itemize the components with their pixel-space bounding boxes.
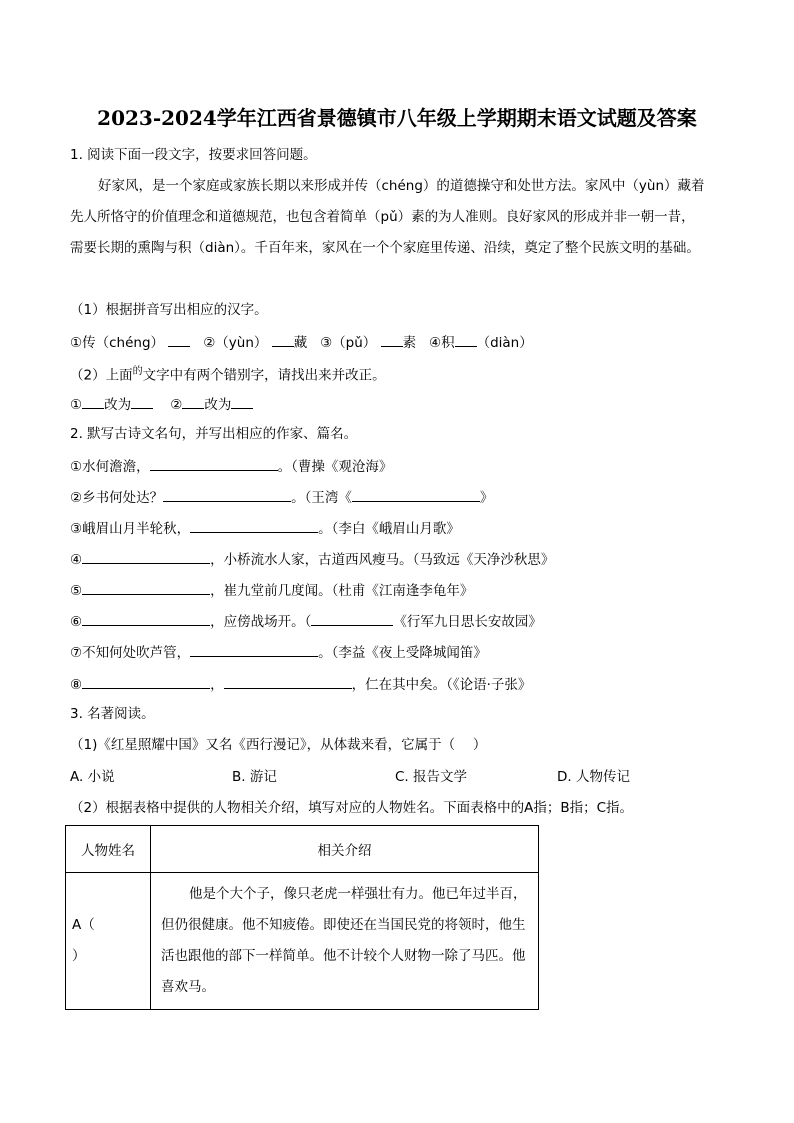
text: 。（曹操《观沧海》 <box>277 459 393 475</box>
q1-stem: 1. 阅读下面一段文字，按要求回答问题。 <box>70 147 317 163</box>
intro-cell: 他是个大个子，像只老虎一样强壮有力。他已年过半百，但仍很健康。他不知疲倦。即使还在当国民党的将领时，他生活也跟他的部下一样简单。他不计较个人财物一除了马匹。他喜欢马。 <box>151 873 539 1010</box>
q3-stem: 3. 名著阅读。 <box>70 706 155 722</box>
text: ⑧ <box>70 677 83 693</box>
text: ③峨眉山月半轮秋， <box>70 521 191 537</box>
q1-paragraph-line: 需要长期的熏陶与积（diàn）。千百年来，家风在一个个家庭里传递、沿续，奠定了整个民族文明的基础。 <box>70 240 700 256</box>
answer-blank[interactable] <box>82 611 210 626</box>
q1-sub1-items <box>70 332 533 352</box>
q2-item <box>70 642 487 662</box>
text: ⑤ <box>70 583 83 599</box>
text: ，小桥流水人家，古道西风瘦马。（马致远《天净沙秋思》 <box>210 552 555 568</box>
answer-blank[interactable] <box>190 642 318 657</box>
answer-blank[interactable] <box>190 518 318 533</box>
text: ④ <box>70 552 83 568</box>
text: ① <box>70 397 83 413</box>
q2-item <box>70 456 392 476</box>
text: ② <box>170 397 183 413</box>
text: ⑦不知何处吹芦管， <box>70 645 191 661</box>
text: 《行军九日思长安故园》 <box>393 614 542 630</box>
text: 文字中有两个错别字，请找出来并改正。 <box>142 367 386 384</box>
item-text: ①传（chéng） <box>70 335 165 351</box>
q1-paragraph-line: 先人所恪守的价值理念和道德规范，也包含着简单（pǔ）素的为人准则。良好家风的形成并非一朝一昔， <box>70 209 695 225</box>
name-cell[interactable] <box>66 873 151 1010</box>
option-c[interactable]: C. 报告文学 <box>395 769 468 785</box>
text: ，崔九堂前几度闻。（杜甫《江南逢李龟年》 <box>210 583 474 599</box>
text: A（ <box>72 917 95 933</box>
text: 。（王湾《 <box>291 490 352 506</box>
q2-stem: 2. 默写古诗文名句，并写出相应的作家、篇名。 <box>70 426 358 442</box>
item-text: 藏 <box>293 335 308 351</box>
text: ②乡书何处达？ <box>70 490 164 506</box>
answer-blank[interactable] <box>182 394 204 409</box>
text: ⑥ <box>70 614 83 630</box>
answer-blank[interactable] <box>311 611 393 626</box>
answer-blank[interactable] <box>150 456 278 471</box>
text: 。（李白《峨眉山月歌》 <box>318 521 460 537</box>
item-text: ③（pǔ） <box>320 335 377 351</box>
text: 》 <box>479 490 494 506</box>
answer-blank[interactable] <box>455 332 477 347</box>
answer-blank[interactable] <box>82 674 210 689</box>
answer-blank[interactable] <box>231 394 253 409</box>
q1-sub1: （1）根据拼音写出相应的汉字。 <box>70 302 268 318</box>
table-row <box>66 873 539 1010</box>
q1-sub2 <box>70 363 386 385</box>
answer-blank[interactable] <box>352 487 480 502</box>
q3-sub1: （1)《红星照耀中国》又名《西行漫记》，从体裁来看，它属于（ ） <box>70 737 487 753</box>
header-name: 人物姓名 <box>66 826 151 873</box>
q2-item <box>70 580 473 600</box>
character-table <box>65 825 539 1010</box>
text: （2）上面 <box>70 367 133 384</box>
text: ， <box>210 677 224 693</box>
item-text: ②（yùn） <box>203 335 268 351</box>
answer-blank[interactable] <box>168 332 190 347</box>
answer-blank[interactable] <box>82 580 210 595</box>
text: ①水何澹澹， <box>70 459 150 475</box>
document-title: 2023-2024学年江西省景德镇市八年级上学期期末语文试题及答案 <box>97 106 697 130</box>
answer-blank[interactable] <box>82 394 104 409</box>
item-text: （diàn） <box>476 335 533 351</box>
answer-blank[interactable] <box>131 394 153 409</box>
q2-item <box>70 549 554 569</box>
answer-blank[interactable] <box>82 549 210 564</box>
text: ，应傍战场开。（ <box>210 614 312 630</box>
option-b[interactable]: B. 游记 <box>232 769 277 785</box>
answer-blank[interactable] <box>272 332 294 347</box>
q2-item <box>70 611 542 631</box>
q2-item <box>70 487 493 507</box>
q2-item <box>70 518 460 538</box>
q2-item <box>70 674 531 694</box>
answer-blank[interactable] <box>224 674 352 689</box>
answer-blank[interactable] <box>163 487 291 502</box>
text: 改为 <box>204 397 232 413</box>
q3-sub2: （2）根据表格中提供的人物相关介绍，填写对应的人物姓名。下面表格中的A指；B指；C指。 <box>70 800 634 816</box>
q1-paragraph-line: 好家风，是一个家庭或家族长期以来形成并传（chéng）的道德操守和处世方法。家风中（yùn）藏着 <box>98 178 705 194</box>
table-header-row <box>66 826 539 873</box>
text: ） <box>72 948 86 964</box>
q1-sub2-items <box>70 394 253 414</box>
text: ，仁在其中矣。（《论语·子张》 <box>351 677 532 693</box>
option-a[interactable]: A. 小说 <box>70 769 115 785</box>
answer-blank[interactable] <box>381 332 403 347</box>
header-intro: 相关介绍 <box>151 826 539 873</box>
text: 。（李益《夜上受降城闻笛》 <box>318 645 487 661</box>
option-d[interactable]: D. 人物传记 <box>557 769 630 785</box>
item-text: ④积 <box>428 335 455 351</box>
text: 的 <box>132 366 143 377</box>
text: 改为 <box>104 397 132 413</box>
item-text: 素 <box>402 335 417 351</box>
